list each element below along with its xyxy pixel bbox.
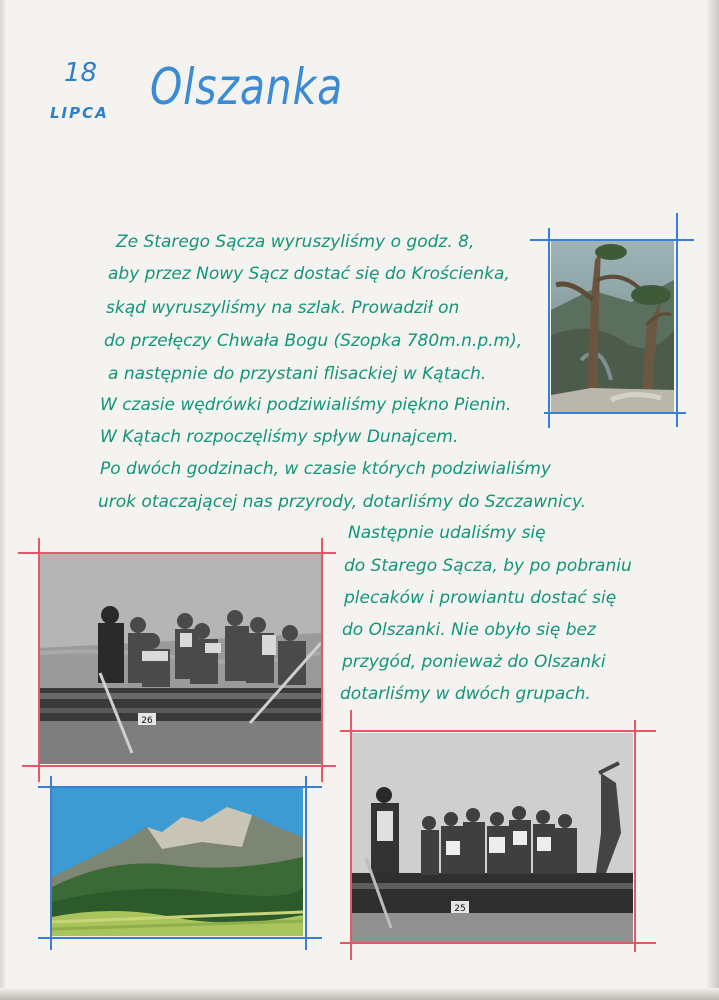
frame-line — [350, 710, 352, 960]
raft-number-left: 26 — [141, 716, 153, 726]
text-line: plecaków i prowiantu dostać się — [344, 588, 617, 608]
frame-line — [38, 538, 40, 782]
frame-line — [530, 239, 694, 241]
frame-line — [634, 720, 636, 952]
text-line: W czasie wędrówki podziwialiśmy piękno Pienin. — [100, 395, 512, 415]
page-edge-right — [707, 0, 719, 1000]
frame-line — [548, 228, 550, 428]
frame-line — [340, 730, 656, 732]
text-line: dotarliśmy w dwóch grupach. — [340, 684, 591, 704]
frame-line — [340, 942, 656, 944]
date-month: LIPCA — [50, 104, 109, 122]
page-edge-left — [0, 0, 6, 1000]
text-line: W Kątach rozpoczęliśmy spływ Dunajcem. — [100, 427, 459, 447]
frame-line — [676, 213, 678, 427]
text-line: aby przez Nowy Sącz dostać się do Krościenka, — [108, 264, 510, 284]
raft-right-photo — [351, 733, 633, 942]
frame-line — [544, 412, 686, 414]
frame-line — [38, 937, 322, 939]
page-edge-bottom — [0, 988, 719, 1000]
text-line: do Olszanki. Nie obyło się bez — [342, 620, 596, 640]
text-line: do Starego Sącza, by po pobraniu — [344, 556, 632, 576]
date-day: 18 — [64, 58, 98, 88]
frame-line — [18, 552, 336, 554]
frame-line — [50, 776, 52, 950]
text-line: urok otaczającej nas przyrody, dotarliśmy do Szczawnicy. — [98, 492, 587, 512]
text-line: do przełęczy Chwała Bogu (Szopka 780m.n.p.m), — [104, 331, 523, 351]
text-line: Ze Starego Sącza wyruszyliśmy o godz. 8, — [116, 232, 475, 252]
text-line: Następnie udaliśmy się — [348, 523, 546, 543]
frame-line — [305, 776, 307, 950]
raft-number-right: 25 — [454, 904, 466, 914]
text-line: przygód, ponieważ do Olszanki — [342, 652, 606, 672]
text-line: skąd wyruszyliśmy na szlak. Prowadził on — [106, 298, 460, 318]
text-line: Po dwóch godzinach, w czasie których podziwialiśmy — [100, 459, 551, 479]
pine-tree-photo — [551, 240, 674, 412]
frame-line — [22, 765, 336, 767]
raft-left-photo — [40, 553, 321, 764]
text-line: a następnie do przystani flisackiej w Kątach. — [108, 364, 487, 384]
frame-line — [38, 786, 322, 788]
frame-line — [321, 538, 323, 782]
page-title: Olszanka — [150, 58, 344, 116]
mountain-photo — [52, 787, 303, 936]
